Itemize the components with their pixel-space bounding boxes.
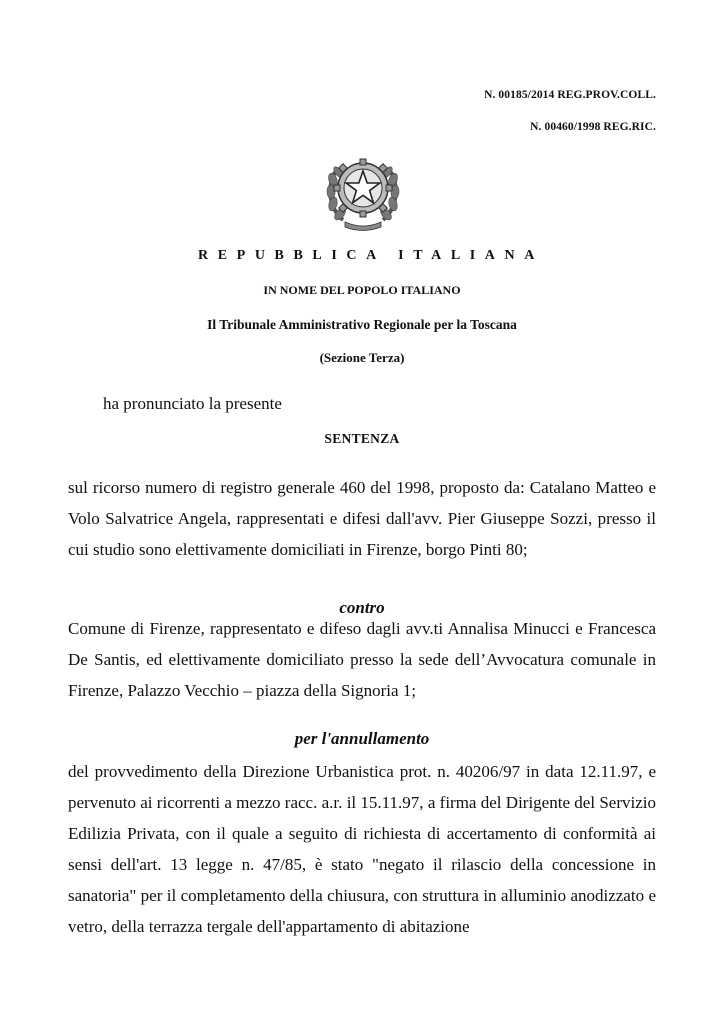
respondent-paragraph: Comune di Firenze, rappresentato e difeso dagli avv.ti Annalisa Minucci e Francesca De Santis, ed elettivamente domiciliato presso la sede dell’Avvocatura comunale in Firenze, Palazzo Vecchio – piazza della Signoria 1; — [68, 619, 656, 700]
republic-heading: REPUBBLICA ITALIANA — [198, 248, 544, 263]
object-paragraph: del provvedimento della Direzione Urbanistica prot. n. 40206/97 in data 12.11.97, e pervenuto ai ricorrenti a mezzo racc. a.r. il 15.11.97, a firma del Dirigente del Servizio Edilizia Privata, con il quale a seguito di richiesta di accertamento di conformità ai sensi dell'art. 13 legge n. 47/85, è stato "negato il rilascio della concessione in sanatoria" per il completamento della chiusura, con struttura in alluminio anodizzato e vetro, della terrazza tergale dell'appartamento di abitazione — [68, 762, 656, 936]
people-heading: IN NOME DEL POPOLO ITALIANO — [263, 283, 461, 297]
section-heading: (Sezione Terza) — [319, 350, 405, 365]
sentence-heading: SENTENZA — [324, 431, 400, 446]
registry-number-ric: N. 00460/1998 REG.RIC. — [530, 121, 656, 133]
registry-number-coll: N. 00185/2014 REG.PROV.COLL. — [484, 89, 656, 101]
applicants-paragraph: sul ricorso numero di registro generale 460 del 1998, proposto da: Catalano Matteo e Volo Salvatrice Angela, rappresentati e difesi dall'avv. Pier Giuseppe Sozzi, presso il cui studio sono elettivamente domiciliati in Firenze, borgo Pinti 80; — [68, 478, 656, 559]
tribunal-heading: Il Tribunale Amministrativo Regionale per la Toscana — [207, 317, 517, 332]
italian-republic-emblem-icon — [321, 150, 405, 234]
annullamento-heading: per l'annullamento — [294, 729, 430, 748]
contro-heading: contro — [339, 598, 385, 617]
pronounced-line: ha pronunciato la presente — [103, 394, 282, 413]
